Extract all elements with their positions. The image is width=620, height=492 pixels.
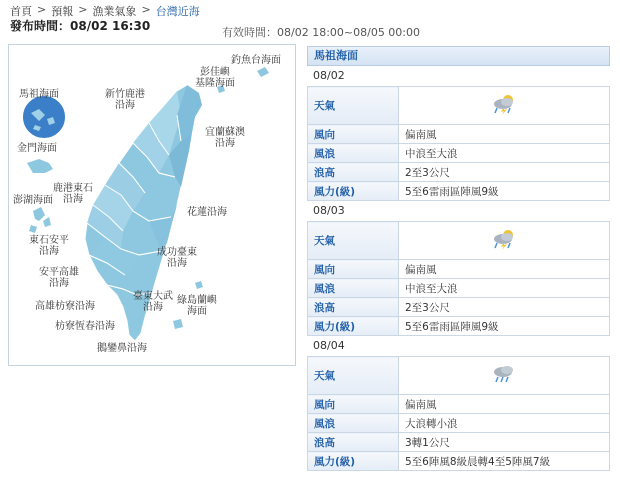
forecast-value: 偏南風: [399, 260, 610, 279]
breadcrumb-home-link[interactable]: 首頁: [10, 5, 32, 18]
forecast-date: 08/04: [313, 339, 345, 352]
forecast-key: 浪高: [308, 433, 399, 452]
forecast-row: [308, 298, 610, 317]
forecast-value: 中浪至大浪: [399, 279, 610, 298]
forecast-area-title: 馬祖海面: [307, 46, 610, 66]
forecast-panel: [307, 46, 610, 471]
forecast-date: 08/02: [313, 69, 345, 82]
map-label-chenggong-line1: 成功臺東: [157, 247, 197, 258]
forecast-value: 偏南風: [399, 395, 610, 414]
forecast-value: 偏南風: [399, 125, 610, 144]
forecast-key: 浪高: [308, 298, 399, 317]
map-label-dongshi-line1: 東石安平: [29, 235, 69, 246]
forecast-row: [308, 144, 610, 163]
map-label-greenisland-line1: 綠島蘭嶼: [177, 295, 217, 306]
map-label-chenggong[interactable]: [157, 247, 197, 269]
forecast-value: 2至3公尺: [399, 163, 610, 182]
forecast-key: 風力(級): [308, 182, 399, 201]
forecast-row: [308, 395, 610, 414]
map-label-anping[interactable]: [39, 267, 79, 289]
forecast-row-weather: [308, 87, 610, 125]
publish-time-label: 發布時間：: [10, 19, 71, 33]
forecast-key: 風力(級): [308, 317, 399, 336]
map-label-yilan-line2: 沿海: [215, 138, 235, 149]
map-label-kaohsiung[interactable]: 高雄枋寮沿海: [35, 301, 95, 312]
map-label-dongshi[interactable]: [29, 235, 69, 257]
kinmen-island[interactable]: [27, 159, 53, 173]
map-label-hualien[interactable]: 花蓮沿海: [187, 207, 227, 218]
thunderstorm-cloud-icon: [491, 228, 517, 250]
breadcrumb-separator: >: [37, 3, 47, 16]
forecast-row: [308, 279, 610, 298]
map-label-pengjiayu-line1: 彭佳嶼: [200, 67, 230, 78]
map-label-penghu[interactable]: 澎湖海面: [13, 195, 53, 206]
matsu-sea-area[interactable]: [22, 95, 66, 139]
breadcrumb-separator: >: [141, 3, 151, 16]
forecast-table: [307, 221, 610, 336]
map-label-pengjiayu-line2: 基隆海面: [195, 78, 235, 89]
forecast-value: 5至6雷雨區陣風9級: [399, 317, 610, 336]
forecast-value: 5至6雷雨區陣風9級: [399, 182, 610, 201]
forecast-row: [308, 433, 610, 452]
publish-time: [10, 17, 150, 34]
forecast-key: 風浪: [308, 144, 399, 163]
breadcrumb-current[interactable]: 台灣近海: [155, 5, 200, 18]
map-label-taitung[interactable]: [133, 291, 173, 313]
green-island[interactable]: [195, 281, 203, 289]
map-label-yilan[interactable]: [205, 127, 245, 149]
map-label-lukang-line1: 鹿港東石: [53, 183, 93, 194]
map-label-chenggong-line2: 沿海: [167, 258, 187, 269]
map-label-anping-line1: 安平高雄: [39, 267, 79, 278]
forecast-row-weather: [308, 222, 610, 260]
forecast-row: [308, 125, 610, 144]
breadcrumb: [10, 3, 200, 17]
thunderstorm-cloud-icon: [491, 93, 517, 115]
map-label-taitung-line2: 沿海: [143, 302, 163, 313]
forecast-value: 3轉1公尺: [399, 433, 610, 452]
forecast-value: 2至3公尺: [399, 298, 610, 317]
forecast-key: 風向: [308, 125, 399, 144]
coastal-map: [8, 44, 296, 366]
breadcrumb-separator: >: [78, 3, 88, 16]
forecast-key: 天氣: [308, 222, 399, 260]
forecast-key: 浪高: [308, 163, 399, 182]
valid-time-label: 有效時間：: [222, 26, 277, 39]
map-label-lukang[interactable]: [53, 183, 93, 205]
forecast-weather-cell: [399, 357, 610, 395]
forecast-key: 風向: [308, 395, 399, 414]
forecast-key: 風力(級): [308, 452, 399, 471]
map-label-lukang-line2: 沿海: [63, 194, 83, 205]
map-label-pengjiayu[interactable]: [195, 67, 235, 89]
forecast-row: [308, 182, 610, 201]
rain-cloud-icon: [491, 363, 517, 385]
map-label-eluanbi[interactable]: 鵝鑾鼻沿海: [97, 343, 147, 354]
map-label-hsinchu[interactable]: [105, 89, 145, 111]
map-label-greenisland[interactable]: [177, 295, 217, 317]
forecast-key: 風向: [308, 260, 399, 279]
forecast-key: 天氣: [308, 87, 399, 125]
valid-time: [222, 24, 420, 40]
map-label-yilan-line1: 宜蘭蘇澳: [205, 127, 245, 138]
breadcrumb-forecast-link[interactable]: 預報: [51, 5, 74, 18]
breadcrumb-fishery-link[interactable]: 漁業氣象: [92, 5, 137, 18]
map-label-dongshi-line2: 沿海: [39, 246, 59, 257]
forecast-date: 08/03: [313, 204, 345, 217]
forecast-row: [308, 260, 610, 279]
forecast-table: [307, 356, 610, 471]
publish-time-value: 08/02 16:30: [70, 19, 151, 33]
forecast-row: [308, 163, 610, 182]
map-label-matsu[interactable]: 馬祖海面: [19, 89, 59, 100]
valid-time-value: 08/02 18:00~08/05 00:00: [277, 26, 421, 39]
map-label-fangliao[interactable]: 枋寮恆春沿海: [55, 321, 115, 332]
forecast-weather-cell: [399, 87, 610, 125]
forecast-value: 中浪至大浪: [399, 144, 610, 163]
forecast-key: 天氣: [308, 357, 399, 395]
map-label-taitung-line1: 臺東大武: [133, 291, 173, 302]
forecast-row: [308, 317, 610, 336]
forecast-row: [308, 452, 610, 471]
forecast-key: 風浪: [308, 414, 399, 433]
diaoyutai-islands[interactable]: [257, 67, 269, 77]
forecast-table: [307, 86, 610, 201]
forecast-value: 大浪轉小浪: [399, 414, 610, 433]
forecast-row: [308, 414, 610, 433]
map-label-hsinchu-line1: 新竹鹿港: [105, 89, 145, 100]
map-label-kinmen[interactable]: 金門海面: [17, 143, 57, 154]
forecast-key: 風浪: [308, 279, 399, 298]
forecast-row-weather: [308, 357, 610, 395]
map-label-diaoyutai[interactable]: 釣魚台海面: [231, 55, 281, 66]
penghu-islands[interactable]: [29, 207, 51, 233]
forecast-weather-cell: [399, 222, 610, 260]
forecast-value: 5至6陣風8級晨轉4至5陣風7級: [399, 452, 610, 471]
lanyu-island[interactable]: [173, 319, 183, 329]
map-label-hsinchu-line2: 沿海: [115, 100, 135, 111]
map-label-anping-line2: 沿海: [49, 278, 69, 289]
map-label-greenisland-line2: 海面: [187, 306, 207, 317]
